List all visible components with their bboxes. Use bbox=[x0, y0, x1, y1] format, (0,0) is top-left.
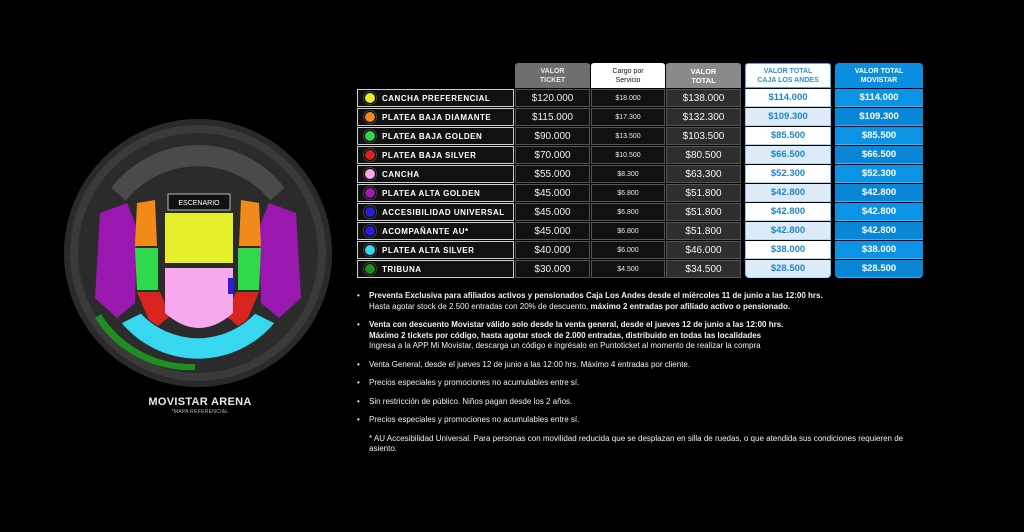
header-valor-total: VALOR TOTAL bbox=[666, 63, 741, 88]
note-venta-general: • Venta General, desde el jueves 12 de junio a las 12:00 hrs. Máximo 4 entradas por cliente. bbox=[357, 359, 691, 369]
section-color-dot bbox=[364, 244, 376, 256]
note-movistar: • Venta con descuento Movistar válido solo desde la venta general, desde el jueves 12 de junio a las 12:00 hrs. Máximo 2 tickets por código, hasta agotar stock de 2.000 entradas, distribuido en todas las localidades Ingresa a la APP Mi Movistar, descarga un código e ingrésalo en Puntoticket al momento de realizar la compra bbox=[357, 320, 784, 350]
total-price: $51.800 bbox=[666, 203, 741, 221]
total-price: $103.500 bbox=[666, 127, 741, 145]
section-color-dot bbox=[364, 263, 376, 275]
andes-price: $52.300 bbox=[745, 165, 831, 183]
section-name: PLATEA ALTA SILVER bbox=[357, 241, 514, 259]
ticket-price: $90.000 bbox=[515, 127, 590, 145]
platea-alta-golden-right[interactable] bbox=[259, 203, 301, 318]
total-price: $132.300 bbox=[666, 108, 741, 126]
total-price: $46.000 bbox=[666, 241, 741, 259]
bullet-icon: • bbox=[357, 415, 360, 424]
ticket-price: $70.000 bbox=[515, 146, 590, 164]
ticket-price: $115.000 bbox=[515, 108, 590, 126]
ticket-price: $30.000 bbox=[515, 260, 590, 278]
service-fee: $13.500 bbox=[591, 127, 665, 145]
ticket-price: $45.000 bbox=[515, 184, 590, 202]
total-price: $34.500 bbox=[666, 260, 741, 278]
andes-price: $42.800 bbox=[745, 184, 831, 202]
service-fee: $17.300 bbox=[591, 108, 665, 126]
platea-baja-golden-left[interactable] bbox=[135, 248, 158, 290]
service-fee: $8.300 bbox=[591, 165, 665, 183]
andes-price: $28.500 bbox=[745, 260, 831, 278]
note-restriccion: • Sin restricción de público. Niños pagan desde los 2 años. bbox=[357, 396, 573, 406]
movistar-price: $52.300 bbox=[835, 165, 923, 183]
header-caja-los-andes: VALOR TOTAL CAJA LOS ANDES bbox=[745, 63, 831, 88]
note-preventa: • Preventa Exclusiva para afiliados activos y pensionados Caja Los Andes desde el miércoles 11 de junio a las 12:00 hrs. Hasta agotar stock de 2.500 entradas con 20% de descuento, máximo 2 entradas por afiliado activo o pensionado. bbox=[357, 291, 823, 311]
platea-baja-golden-right[interactable] bbox=[238, 248, 261, 290]
bullet-icon: • bbox=[357, 320, 360, 329]
service-fee: $4.500 bbox=[591, 260, 665, 278]
movistar-price: $85.500 bbox=[835, 127, 923, 145]
andes-price: $42.800 bbox=[745, 222, 831, 240]
header-cargo-servicio: Cargo por Servicio bbox=[591, 63, 665, 88]
section-color-dot bbox=[364, 111, 376, 123]
cancha[interactable] bbox=[165, 268, 233, 328]
section-name: ACCESIBILIDAD UNIVERSAL bbox=[357, 203, 514, 221]
andes-price: $38.000 bbox=[745, 241, 831, 259]
ticket-price: $40.000 bbox=[515, 241, 590, 259]
section-color-dot bbox=[364, 206, 376, 218]
movistar-price: $114.000 bbox=[835, 89, 923, 107]
movistar-price: $38.000 bbox=[835, 241, 923, 259]
notes-list bbox=[356, 291, 916, 455]
platea-baja-diamante-right[interactable] bbox=[239, 200, 261, 246]
section-name: PLATEA BAJA SILVER bbox=[357, 146, 514, 164]
ticket-price: $45.000 bbox=[515, 222, 590, 240]
section-name: CANCHA PREFERENCIAL bbox=[357, 89, 514, 107]
ticket-price: $55.000 bbox=[515, 165, 590, 183]
andes-price: $114.000 bbox=[745, 89, 831, 107]
service-fee: $6.800 bbox=[591, 222, 665, 240]
total-price: $51.800 bbox=[666, 184, 741, 202]
total-price: $80.500 bbox=[666, 146, 741, 164]
movistar-price: $66.500 bbox=[835, 146, 923, 164]
bullet-icon: • bbox=[357, 291, 360, 300]
platea-alta-golden-left[interactable] bbox=[95, 203, 137, 318]
header-valor-ticket: VALOR TICKET bbox=[515, 63, 590, 88]
andes-price: $66.500 bbox=[745, 146, 831, 164]
section-name: TRIBUNA bbox=[357, 260, 514, 278]
accesibilidad-universal[interactable] bbox=[228, 278, 234, 294]
note-precios-2: • Precios especiales y promociones no acumulables entre sí. bbox=[357, 415, 580, 424]
section-color-dot bbox=[364, 92, 376, 104]
movistar-price: $109.300 bbox=[835, 108, 923, 126]
section-color-dot bbox=[364, 168, 376, 180]
section-name: PLATEA BAJA GOLDEN bbox=[357, 127, 514, 145]
total-price: $63.300 bbox=[666, 165, 741, 183]
section-color-dot bbox=[364, 130, 376, 142]
note-precios-1: • Precios especiales y promociones no acumulables entre sí. bbox=[357, 378, 580, 387]
total-price: $51.800 bbox=[666, 222, 741, 240]
platea-baja-diamante-left[interactable] bbox=[135, 200, 157, 246]
arena-name: MOVISTAR ARENA bbox=[148, 396, 252, 408]
bullet-icon: • bbox=[357, 396, 360, 406]
section-color-dot bbox=[364, 149, 376, 161]
section-name: ACOMPAÑANTE AU* bbox=[357, 222, 514, 240]
service-fee: $6.800 bbox=[591, 184, 665, 202]
movistar-price: $42.800 bbox=[835, 222, 923, 240]
arena-sub: *MAPA REFERENCIAL bbox=[171, 409, 229, 415]
arena-map bbox=[55, 118, 345, 388]
section-name: CANCHA bbox=[357, 165, 514, 183]
total-price: $138.000 bbox=[666, 89, 741, 107]
movistar-price: $28.500 bbox=[835, 260, 923, 278]
header-movistar: VALOR TOTAL MOVISTAR bbox=[835, 63, 923, 88]
bullet-icon: • bbox=[357, 359, 360, 369]
service-fee: $6.000 bbox=[591, 241, 665, 259]
footnote-au: * AU Accesibilidad Universal. Para personas con movilidad reducida que se desplazan en silla de ruedas, o que atendida sus condiciones requieren de asiento. bbox=[369, 433, 904, 453]
section-color-dot bbox=[364, 225, 376, 237]
andes-price: $85.500 bbox=[745, 127, 831, 145]
cancha-preferencial[interactable] bbox=[165, 213, 233, 263]
service-fee: $18.000 bbox=[591, 89, 665, 107]
section-name: PLATEA BAJA DIAMANTE bbox=[357, 108, 514, 126]
movistar-price: $42.800 bbox=[835, 203, 923, 221]
service-fee: $10.500 bbox=[591, 146, 665, 164]
section-color-dot bbox=[364, 187, 376, 199]
andes-price: $109.300 bbox=[745, 108, 831, 126]
stage-label: ESCENARIO bbox=[178, 200, 220, 207]
service-fee: $6.800 bbox=[591, 203, 665, 221]
ticket-price: $45.000 bbox=[515, 203, 590, 221]
section-name: PLATEA ALTA GOLDEN bbox=[357, 184, 514, 202]
bullet-icon: • bbox=[357, 378, 360, 387]
ticket-price: $120.000 bbox=[515, 89, 590, 107]
andes-price: $42.800 bbox=[745, 203, 831, 221]
movistar-price: $42.800 bbox=[835, 184, 923, 202]
